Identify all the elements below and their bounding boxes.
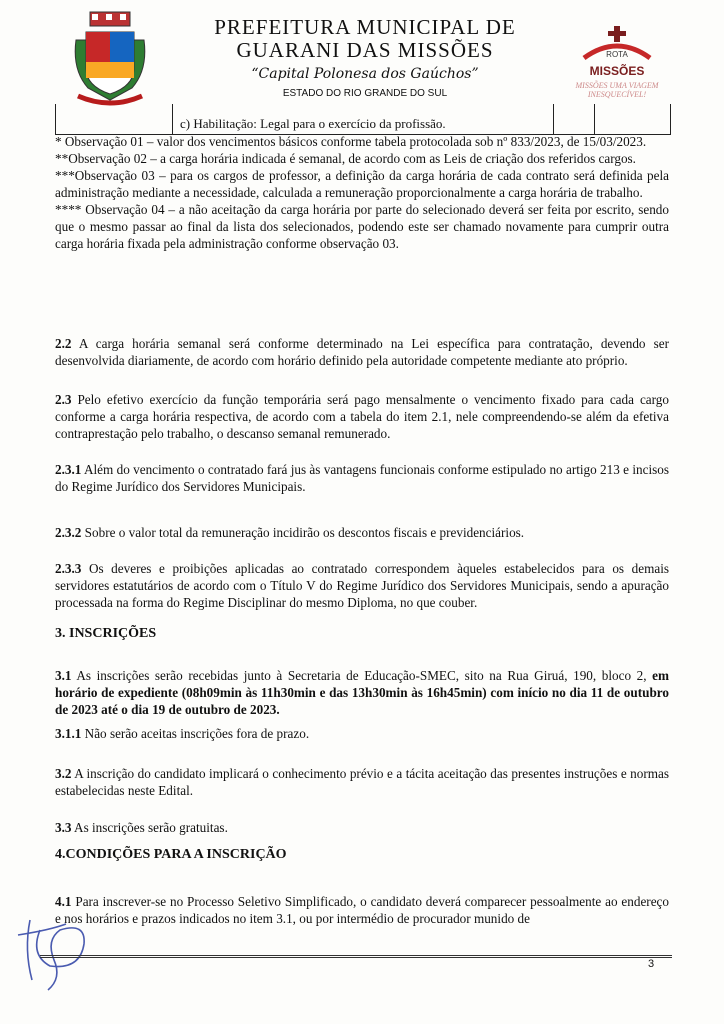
municipality-name: GUARANI DAS MISSÕES — [236, 38, 494, 62]
rota-small-label: ROTA — [606, 50, 628, 59]
clause-text: Pelo efetivo exercício da função temporária será pago mensalmente o vencimento fixado para cada cargo conforme a carga horária respectiva, de acordo com a tabela do item 2.1, nele compreendendo-se além da efetiva contraprestação pelo trabalho, o descanso semanal remunerado. — [55, 392, 669, 442]
state-label: ESTADO DO RIO GRANDE DO SUL — [282, 88, 448, 99]
clause-text: Os deveres e proibições aplicadas ao contratado correspondem àqueles estabelecidos para os demais servidores estatutários de acordo com o Título V do Regime Jurídico dos Servidores Municipais, sendo a apuração processada na forma do Regime Disciplinar do mesmo Diploma, no que couber. — [55, 561, 669, 611]
clause-number: 4.1 — [55, 894, 72, 910]
clause-3-3 — [55, 819, 669, 836]
habilitacao-text: c) Habilitação: Legal para o exercício da profissão. — [180, 116, 446, 131]
page-number: 3 — [648, 958, 655, 970]
clause-text: As inscrições serão recebidas junto à Secretaria de Educação-SMEC, sito na Rua Giruá, 190, bloco 2, — [71, 668, 653, 684]
rota-tagline-1: MISSÕES UMA VIAGEM — [575, 81, 659, 90]
section-heading-condicoes: 4.CONDIÇÕES PARA A INSCRIÇÃO — [55, 847, 287, 862]
clause-3-2 — [55, 765, 669, 799]
table-cell-empty — [554, 104, 595, 134]
letterhead — [175, 16, 555, 99]
observation-2: **Observação 02 – a carga horária indicada é semanal, de acordo com as Leis de criação dos referidos cargos. — [55, 151, 636, 166]
clause-text: Sobre o valor total da remuneração incidirão os descontos fiscais e previdenciários. — [81, 525, 525, 541]
clause-number: 3.1.1 — [55, 726, 82, 742]
table-cell-empty — [56, 104, 173, 134]
clause-2-3 — [55, 391, 669, 442]
clause-text: A carga horária semanal será conforme determinado na Lei específica para contratação, devendo ser desenvolvida diariamente, de acordo com horário definido pela autoridade competente mediante ato próprio. — [55, 336, 669, 369]
observation-3: ***Observação 03 – para os cargos de professor, a definição da carga horária de cada contrato será definida pela administração mediante a necessidade, calculada a remuneração proporcionalmente a carga horária de trabalho. — [55, 168, 669, 200]
rota-missoes-logo — [562, 24, 672, 99]
clause-number: 3.3 — [55, 820, 72, 836]
clause-2-3-3 — [55, 560, 669, 611]
handwritten-signature — [10, 900, 100, 995]
clause-number: 2.3.1 — [55, 462, 82, 478]
clause-number: 3.2 — [55, 766, 72, 782]
clause-2-3-1 — [55, 461, 669, 495]
municipality-title: PREFEITURA MUNICIPAL DE — [214, 15, 516, 39]
clause-number: 2.3.2 — [55, 525, 82, 541]
table-fragment — [55, 104, 671, 135]
clause-number: 2.3.3 — [55, 561, 82, 577]
section-heading-inscricoes: 3. INSCRIÇÕES — [55, 626, 157, 641]
rota-name: MISSÕES — [589, 64, 645, 78]
clause-text: Além do vencimento o contratado fará jus às vantagens funcionais conforme estipulado no artigo 213 e incisos do Regime Jurídico dos Servidores Municipais. — [55, 462, 669, 495]
clause-number: 2.2 — [55, 336, 72, 352]
clause-number: 3.1 — [55, 668, 72, 684]
observations-block — [55, 133, 669, 252]
clause-text: As inscrições serão gratuitas. — [71, 820, 228, 836]
clause-4-1 — [55, 893, 669, 927]
clause-2-2 — [55, 335, 669, 369]
clause-text: Não serão aceitas inscrições fora de prazo. — [81, 726, 310, 742]
clause-text-bold: em horário de expediente (08h09min às 11h30min e das 13h30min às 16h45min) com início no dia 11 de outubro de 2023 até o dia 19 de outubro de 2023. — [55, 668, 669, 718]
rota-tagline-2: INESQUECÍVEL! — [587, 90, 647, 99]
clause-3-1-1 — [55, 725, 669, 742]
rota-missoes-emblem-icon — [582, 24, 652, 62]
clause-3-1 — [55, 667, 669, 718]
footer-divider — [40, 955, 672, 958]
municipal-coat-of-arms-icon — [68, 10, 152, 106]
clause-text: A inscrição do candidato implicará o conhecimento prévio e a tácita aceitação das presentes instruções e normas estabelecidas neste Edital. — [55, 766, 669, 799]
clause-2-3-2 — [55, 524, 669, 541]
observation-1: * Observação 01 – valor dos vencimentos básicos conforme tabela protocolada sob nº 833/2023, de 15/03/2023. — [55, 134, 647, 149]
municipality-motto: “Capital Polonesa dos Gaúchos” — [251, 66, 479, 82]
observation-4: **** Observação 04 – a não aceitação da carga horária por parte do selecionado deverá ser feita por escrito, sendo que o mesmo passar ao final da lista dos selecionados, podendo este ser chamado novamente para cumprir outra carga horária fixada pela administração conforme observação 03. — [55, 202, 669, 251]
clause-number: 2.3 — [55, 392, 72, 408]
clause-text: Para inscrever-se no Processo Seletivo Simplificado, o candidato deverá comparecer pessoalmente ao endereço e nos horários e prazos indicados no item 3.1, ou por intermédio de procurador munido de — [55, 894, 669, 927]
